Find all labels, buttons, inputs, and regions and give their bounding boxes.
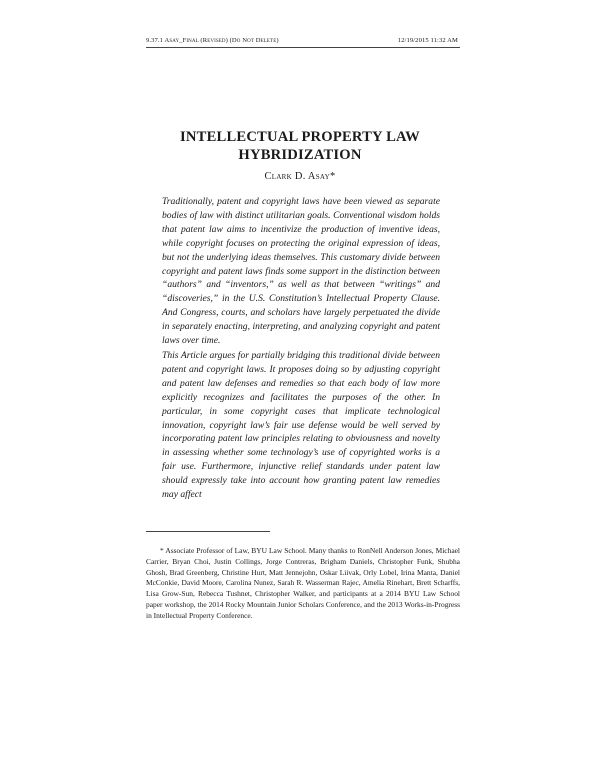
- author-footnote: * Associate Professor of Law, BYU Law School. Many thanks to RonNell Anderson Jones, Michael Carrier, Bryan Choi, Justin Collings, Jorge Contreras, Brigham Daniels, Christopher Funk, Shubha Ghosh, Brad Greenberg, Christine Hurt, Matt Jennejohn, Oskar Liivak, Orly Lobel, Irina Manta, Daniel McConkie, David Moore, Carolina Nunez, Sarah R. Wasserman Rajec, Amelia Rinehart, Brett Scharffs, Lisa Grow-Sun, Rebecca Tushnet, Christopher Walker, and participants at a 2014 BYU Law School paper workshop, the 2014 Rocky Mountain Junior Scholars Conference, and the 2013 Works-in-Progress in Intellectual Property Conference.: [146, 546, 460, 620]
- abstract-paragraph-2: This Article argues for partially bridging this traditional divide between patent and copyright laws. It proposes doing so by adjusting copyright and patent law defenses and remedies so that each body of law more explicitly recognizes and facilitates the purposes of the other. In particular, in some copyright cases that implicate technological innovation, copyright law’s fair use defense would be well served by incorporating patent law principles relating to obviousness and novelty in assessing whether some technology’s use of copyrighted works is a fair use. Furthermore, injunctive relief standards under patent law should expressly take into account how granting patent law remedies may affect: [162, 350, 440, 501]
- footnote-divider: [146, 531, 270, 532]
- abstract-paragraph-1: Traditionally, patent and copyright laws have been viewed as separate bodies of law with distinct utilitarian goals. Conventional wisdom holds that patent law aims to incentivize the production of inventive ideas, while copyright focuses on protecting the original expression of ideas, but not the underlying ideas themselves. This customary divide between copyright and patent laws finds some support in the distinction between “authors” and “inventors,” as well as that between “writings” and “discoveries,” in the U.S. Constitution’s Intellectual Property Clause. And Congress, courts, and scholars have largely perpetuated the divide in separately enacting, interpreting, and analyzing copyright and patent laws over time.: [162, 196, 440, 347]
- author-name: Clark D. Asay*: [264, 171, 336, 182]
- article-title-line-1: INTELLECTUAL PROPERTY LAW: [180, 129, 420, 145]
- running-header-timestamp: 12/19/2015 11:32 AM: [397, 37, 458, 44]
- running-header: [146, 37, 458, 44]
- running-header-left: 9.37.1 Asay_Final (Revised) (Do Not Delete): [146, 37, 279, 44]
- header-divider: [146, 47, 460, 48]
- article-title: [150, 128, 450, 164]
- article-title-line-2: HYBRIDIZATION: [238, 147, 362, 163]
